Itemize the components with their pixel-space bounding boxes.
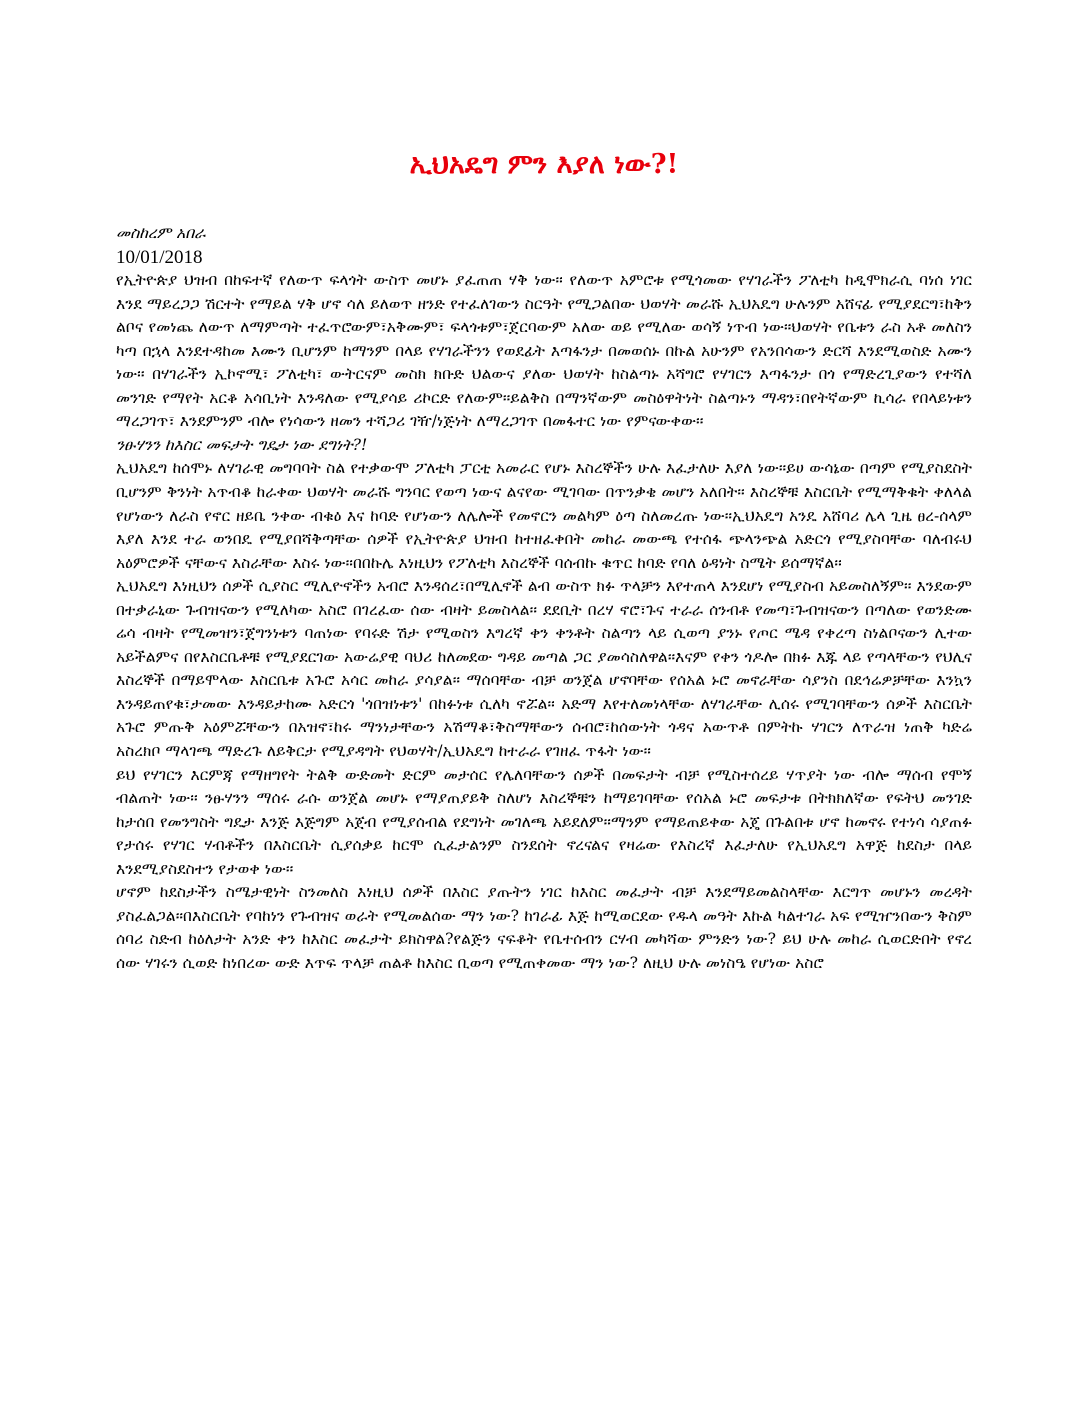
paragraph: ኢህአዴግ እነዚህን ሰዎች ሲያስር ሚሊዮኖችን አብሮ እንዳሰረ፣በሚሊኖች ልብ ውስጥ ክፉ ጥላቻን እየተጠላ እንደሆነ የሚያስብ አይመስለኝም፡፡ እንደውም በተቃራኒው ጉብዝናውን የሚለካው አስሮ በገረፈው ሰው ብዛት ይመስላል፡፡ ደደቢት በረሃ ኖሮ፣ጉና ተራራ ሰንብቶ የመጣ፣ጉብዝናውን በጣለው የወንድሙ ሬሳ ብዛት የሚመዝን፣ጀግንነቱን ባጠነው የባሩድ ሽታ የሚወስን እግረኛ ቀን ቀንቶት ስልጣን ላይ ሲወጣ ያንኑ የጦር ሜዳ የቀረጣ ስነልቦናውን ሊተው አይችልምና በየእስርቤቶቹ የሚያደርገው አውሬያዊ ባህሪ ከለመደው ግዳይ መጣል ጋር ያመሳስለዋል፡፡እናም የቀን ጎዶሎ በክፉ እጁ ላይ የጣላቸውን የህሊና እስረኞች በማይሞላው እስርቤቱ አጉሮ አሳር መከራ ያሳያል፡፡ ማሰባቸው ብቻ ወንጀል ሆኖባቸው የሰአል ኑሮ መኖራቸው ሳያንስ በደኅሬዎቻቸው እንኳን እንዳይጠየቁ፣ታመው እንዳይታከሙ አድርጎ 'ጎበዝነቱን' በከፉነቱ ሲለካ ኖሯል፡፡ አድማ እየተለመነላቸው ለሃገራቸው ሊሰሩ የሚገባቸውን ሰዎች እስርቤት አጉሮ ምጡቅ አዕምሯቸውን በአዝኖ፣ከሩ ማንነታቸውን አሽማቆ፣ቅስማቸውን ሰብሮ፣ከሰውነት ጎዳና አውጥቶ በምትኩ ሃገርን ለጥራዝ ነጠቅ ካድሬ አስረክቦ ማላገጫ ማድረጉ ለይቅርታ የሚያዳግት የህወሃት/ኢህአዴግ ከተራራ የገዘፈ ጥፋት ነው፡፡ xyxy=(116,577,972,761)
paragraph: ኢህአዴግ ከሰሞኑ ለሃገራዊ መግባባት ስል የተቃውሞ ፖለቲካ ፓርቲ አመራር የሆኑ እስረኞችን ሁሉ እፈታለሁ እያለ ነው፡፡ይሀ ውሳኔው በጣም የሚያስደስት ቢሆንም ቅንነት አጥብቆ ከራቀው ህወሃት መራሹ ግንባር የወጣ ነውና ልናየው ሚገባው በጥንቃቄ መሆን አለበት፡፡ እስረኞቹ እስርቤት የሚማቅቁት ቀለላል የሆነውን ለራስ የኖር ዘይቤ ንቀው ብቁዕ እና ከባድ የሆነውን ለሌሎች የመኖርን መልካም ዕጣ ስለመረጡ ነው፡፡ኢህአዴግ አንዴ አሸባሪ ሌላ ጊዜ ፀረ-ሰላም እያለ እንደ ተራ ወንበዴ የሚያበሻቅጣቸው ሰዎች የኢትዮጵያ ህዝብ ከተዘፈቀበት መከራ መውጫ የተሰፋ ጭላንጭል አድርጎ የሚያስባቸው ባለብሩህ አዕምሮዎች ናቸውና እስራቸው እስሩ ነው፡፡በበኩሌ እነዚህን የፖለቲካ እስረኞች ባሰብኩ ቁጥር ከባድ የባለ ዕዳነት ስሜት ይሰማኛል፡፡ xyxy=(116,459,972,572)
article-body xyxy=(116,222,972,976)
section-heading: ንፁሃንን ከእስር መፍታት ግዴታ ነው ደግነት?! xyxy=(116,435,368,454)
article-title: ኢህአዴግ ምን እያለ ነው?! xyxy=(409,149,679,180)
paragraph: ይህ የሃገርን እርምጃ የማዘግየት ትልቅ ውድመት ድርም መታሰር የሌለባቸውን ሰዎች በመፍታት ብቻ የሚስተሰረይ ሃጥያት ነው ብሎ ማሰብ የሞኝ ብልጠት ነው፡፡ ንፁሃንን ማሰሩ ራሱ ወንጀል መሆኑ የማያጠያይቅ ስለሆነ እስረኞቹን ከማይገባቸው የሰአል ኑሮ መፍታቱ በትክክለኛው የፍትህ መንገድ ከታሰበ የመንግስት ግዴታ እንጅ እጅግም አጀብ የሚያሰብል የደግነት መገለጫ አይደለም፡፡ማንም የማይጠይቀው አጄ በጉልበቱ ሆኖ ከመኖሩ የተነሳ ሳያጠፉ የታሰሩ የሃገር ሃብቶችን በእስርቤት ሲያሰቃይ ከርሞ ሲፈታልንም ስንደሰት ኖረናልና የዛሬው የእስረኛ እፈታለሁ የኢህአዴግ አዋጅ ከደስታ በላይ እንደሚያስደስተን የታወቀ ነው፡፡ xyxy=(116,765,972,878)
paragraph: ሆኖም ከደስታችን ስሜታዊነት ስንመለስ እነዚህ ሰዎች በእስር ያጡትን ነገር ከእስር መፈታት ብቻ እንደማይመልስላቸው እርግጥ መሆኑን መረዳት ያስፈልጋል፡፡በእስርቤት የባከነን የጉብዝና ወራት የሚመልሰው ማን ነው? ከገራፊ እጅ ከሚወርደው የዱላ መዓት እኩል ካልተገራ አፍ የሚዠንበውን ቅስም ሰባሪ ስድብ ከዕለታት አንድ ቀን ከእስር መፈታት ይክስዋል?የልጅን ናፍቆት የቤተሰብን ርሃብ መካሻው ምንድን ነው? ይህ ሁሉ መከራ ሲወርድበት የኖረ ሰው ሃገሩን ሲወድ ከነበረው ውድ እጥፍ ጥላቻ ጠልቶ ከእስር ቢወጣ የሚጠቀመው ማን ነው? ለዚህ ሁሉ መነስዔ የሆነው አስሮ xyxy=(116,883,972,972)
paragraph-intro: የኢትዮጵያ ህዝብ በከፍተኛ የለውጥ ፍላጎት ውስጥ መሆኑ ያፈጠጠ ሃቅ ነው፡፡ የለውጥ አምሮቱ የሚጎመው የሃገራችን ፖለቲካ ከዲሞክራሲ ባነሰ ነገር እንደ ማይረጋጋ ሽርተት የማይል ሃቅ ሆኖ ሳለ ይለወጥ ዘንድ የተፈለገውን ስርዓት የሚጋልበው ህወሃት መራሹ ኢህአዴግ ሁሉንም አሸናፊ የሚያደርግ፣ከቅን ልቦና የመነጨ ለውጥ ለማምጣት ተፈጥሮውም፣አቅሙም፣ ፍላጎቱም፣ጀርባውም አለው ወይ የሚለው ወሳኝ ነጥብ ነው፡፡ህወሃት የቤቱን ራስ አቶ መለስን ካጣ በኋላ እንደተዳከመ እሙን ቢሆንም ከማንም በላይ የሃገራችንን የወደፊት እጣፋንታ በመወሰኑ በኩል አሁንም የአንበሳውን ድርሻ እንደሚወስድ አሙን ነው፡፡ በሃገራችን ኢኮኖሚ፣ ፖለቲካ፣ ውትርናም መስክ ክቡድ ህልውና ያለው ህወሃት ከስልጣኑ አሻግሮ የሃገርን እጣፋንታ በጎ የማድረጊያውን የተሻለ መንገድ የማየት አርቆ አሳቢነት እንዳለው የሚያሳይ ሪኮርድ የለውም፡፡ይልቅስ በማንኛውም መስዕዋትነት ስልጣኑን ማዳን፣በየትኛውም ኪሳራ የበላይነቱን ማረጋገጥ፣ እንደምንም ብሎ የነሳውን ዘመን ተሻጋሪ ገዥ/ነጅነት ለማረጋገጥ በመፋተር ነው የምናውቀው፡፡ xyxy=(116,271,972,431)
author-name: መስከረም አበራ xyxy=(116,224,206,242)
article-date: 10/01/2018 xyxy=(116,246,203,268)
